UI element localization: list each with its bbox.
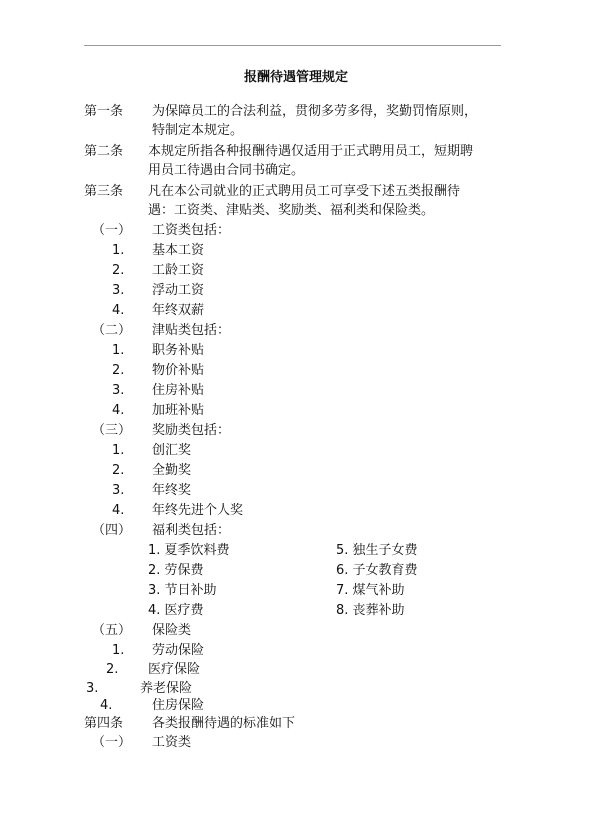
section-title: 工资类 bbox=[152, 735, 192, 750]
list-item-number: 1. bbox=[112, 443, 125, 458]
section-num: （三） bbox=[92, 423, 132, 438]
list-item-number: 1. bbox=[112, 243, 125, 258]
list-item: 年终奖 bbox=[152, 483, 192, 498]
list-item-number: 3. bbox=[112, 283, 125, 298]
list-item: 基本工资 bbox=[152, 243, 205, 258]
article-3-label: 第三条 bbox=[84, 184, 124, 199]
article-2-line1: 本规定所指各种报酬待遇仅适用于正式聘用员工，短期聘 bbox=[148, 144, 474, 159]
section-num: （二） bbox=[92, 323, 132, 338]
welfare-item: 1. 夏季饮料费 bbox=[148, 543, 230, 558]
welfare-item: 7. 煤气补助 bbox=[336, 583, 405, 598]
list-item-number: 3. bbox=[86, 681, 99, 696]
section-title: 工资类包括： bbox=[152, 223, 231, 238]
article-2-label: 第二条 bbox=[84, 144, 124, 159]
list-item-number: 4. bbox=[112, 403, 125, 418]
document-title: 报酬待遇管理规定 bbox=[243, 70, 348, 85]
list-item: 养老保险 bbox=[140, 681, 193, 696]
section-num: （一） bbox=[92, 223, 132, 238]
list-item: 全勤奖 bbox=[152, 463, 192, 478]
list-item: 物价补贴 bbox=[152, 363, 205, 378]
list-item: 职务补贴 bbox=[152, 343, 205, 358]
welfare-item: 5. 独生子女费 bbox=[336, 543, 418, 558]
article-2-line2: 用员工待遇由合同书确定。 bbox=[148, 163, 305, 178]
list-item-number: 2. bbox=[112, 463, 125, 478]
list-item: 住房补贴 bbox=[152, 383, 205, 398]
section-num: （五） bbox=[92, 623, 132, 638]
list-item-number: 1. bbox=[112, 343, 125, 358]
list-item-number: 2. bbox=[112, 263, 125, 278]
list-item: 工龄工资 bbox=[152, 263, 205, 278]
article-3-line2: 遇：工资类、津贴类、奖励类、福利类和保险类。 bbox=[148, 203, 435, 218]
welfare-item: 3. 节日补助 bbox=[148, 583, 217, 598]
list-item: 创汇奖 bbox=[152, 443, 192, 458]
article-1-line2: 特制定本规定。 bbox=[152, 123, 244, 138]
list-item-number: 2. bbox=[106, 662, 119, 677]
welfare-item: 2. 劳保费 bbox=[148, 563, 204, 578]
list-item: 年终先进个人奖 bbox=[152, 503, 244, 518]
section-title: 保险类 bbox=[152, 623, 192, 638]
list-item: 年终双薪 bbox=[152, 303, 205, 318]
section-num: （四） bbox=[92, 523, 132, 538]
list-item-number: 4. bbox=[100, 698, 113, 713]
section-title: 奖励类包括： bbox=[152, 423, 231, 438]
article-3-line1: 凡在本公司就业的正式聘用员工可享受下述五类报酬待 bbox=[148, 184, 461, 199]
list-item-number: 2. bbox=[112, 363, 125, 378]
section-num: （一） bbox=[92, 735, 132, 750]
welfare-item: 4. 医疗费 bbox=[148, 603, 204, 618]
article-1-label: 第一条 bbox=[84, 104, 124, 119]
list-item-number: 1. bbox=[112, 643, 125, 658]
welfare-item: 6. 子女教育费 bbox=[336, 563, 418, 578]
article-4-text: 各类报酬待遇的标准如下 bbox=[152, 716, 296, 731]
list-item-number: 3. bbox=[112, 383, 125, 398]
list-item: 医疗保险 bbox=[148, 662, 201, 677]
list-item: 加班补贴 bbox=[152, 403, 205, 418]
section-title: 津贴类包括： bbox=[152, 323, 231, 338]
section-title: 福利类包括： bbox=[152, 523, 231, 538]
list-item-number: 3. bbox=[112, 483, 125, 498]
list-item: 住房保险 bbox=[152, 698, 205, 713]
list-item-number: 4. bbox=[112, 303, 125, 318]
list-item: 劳动保险 bbox=[152, 643, 205, 658]
header-rule bbox=[84, 45, 501, 46]
article-4-label: 第四条 bbox=[84, 716, 124, 731]
article-1-line1: 为保障员工的合法利益，贯彻多劳多得，奖勤罚惰原则， bbox=[152, 104, 478, 119]
list-item: 浮动工资 bbox=[152, 283, 205, 298]
welfare-item: 8. 丧葬补助 bbox=[336, 603, 405, 618]
list-item-number: 4. bbox=[112, 503, 125, 518]
